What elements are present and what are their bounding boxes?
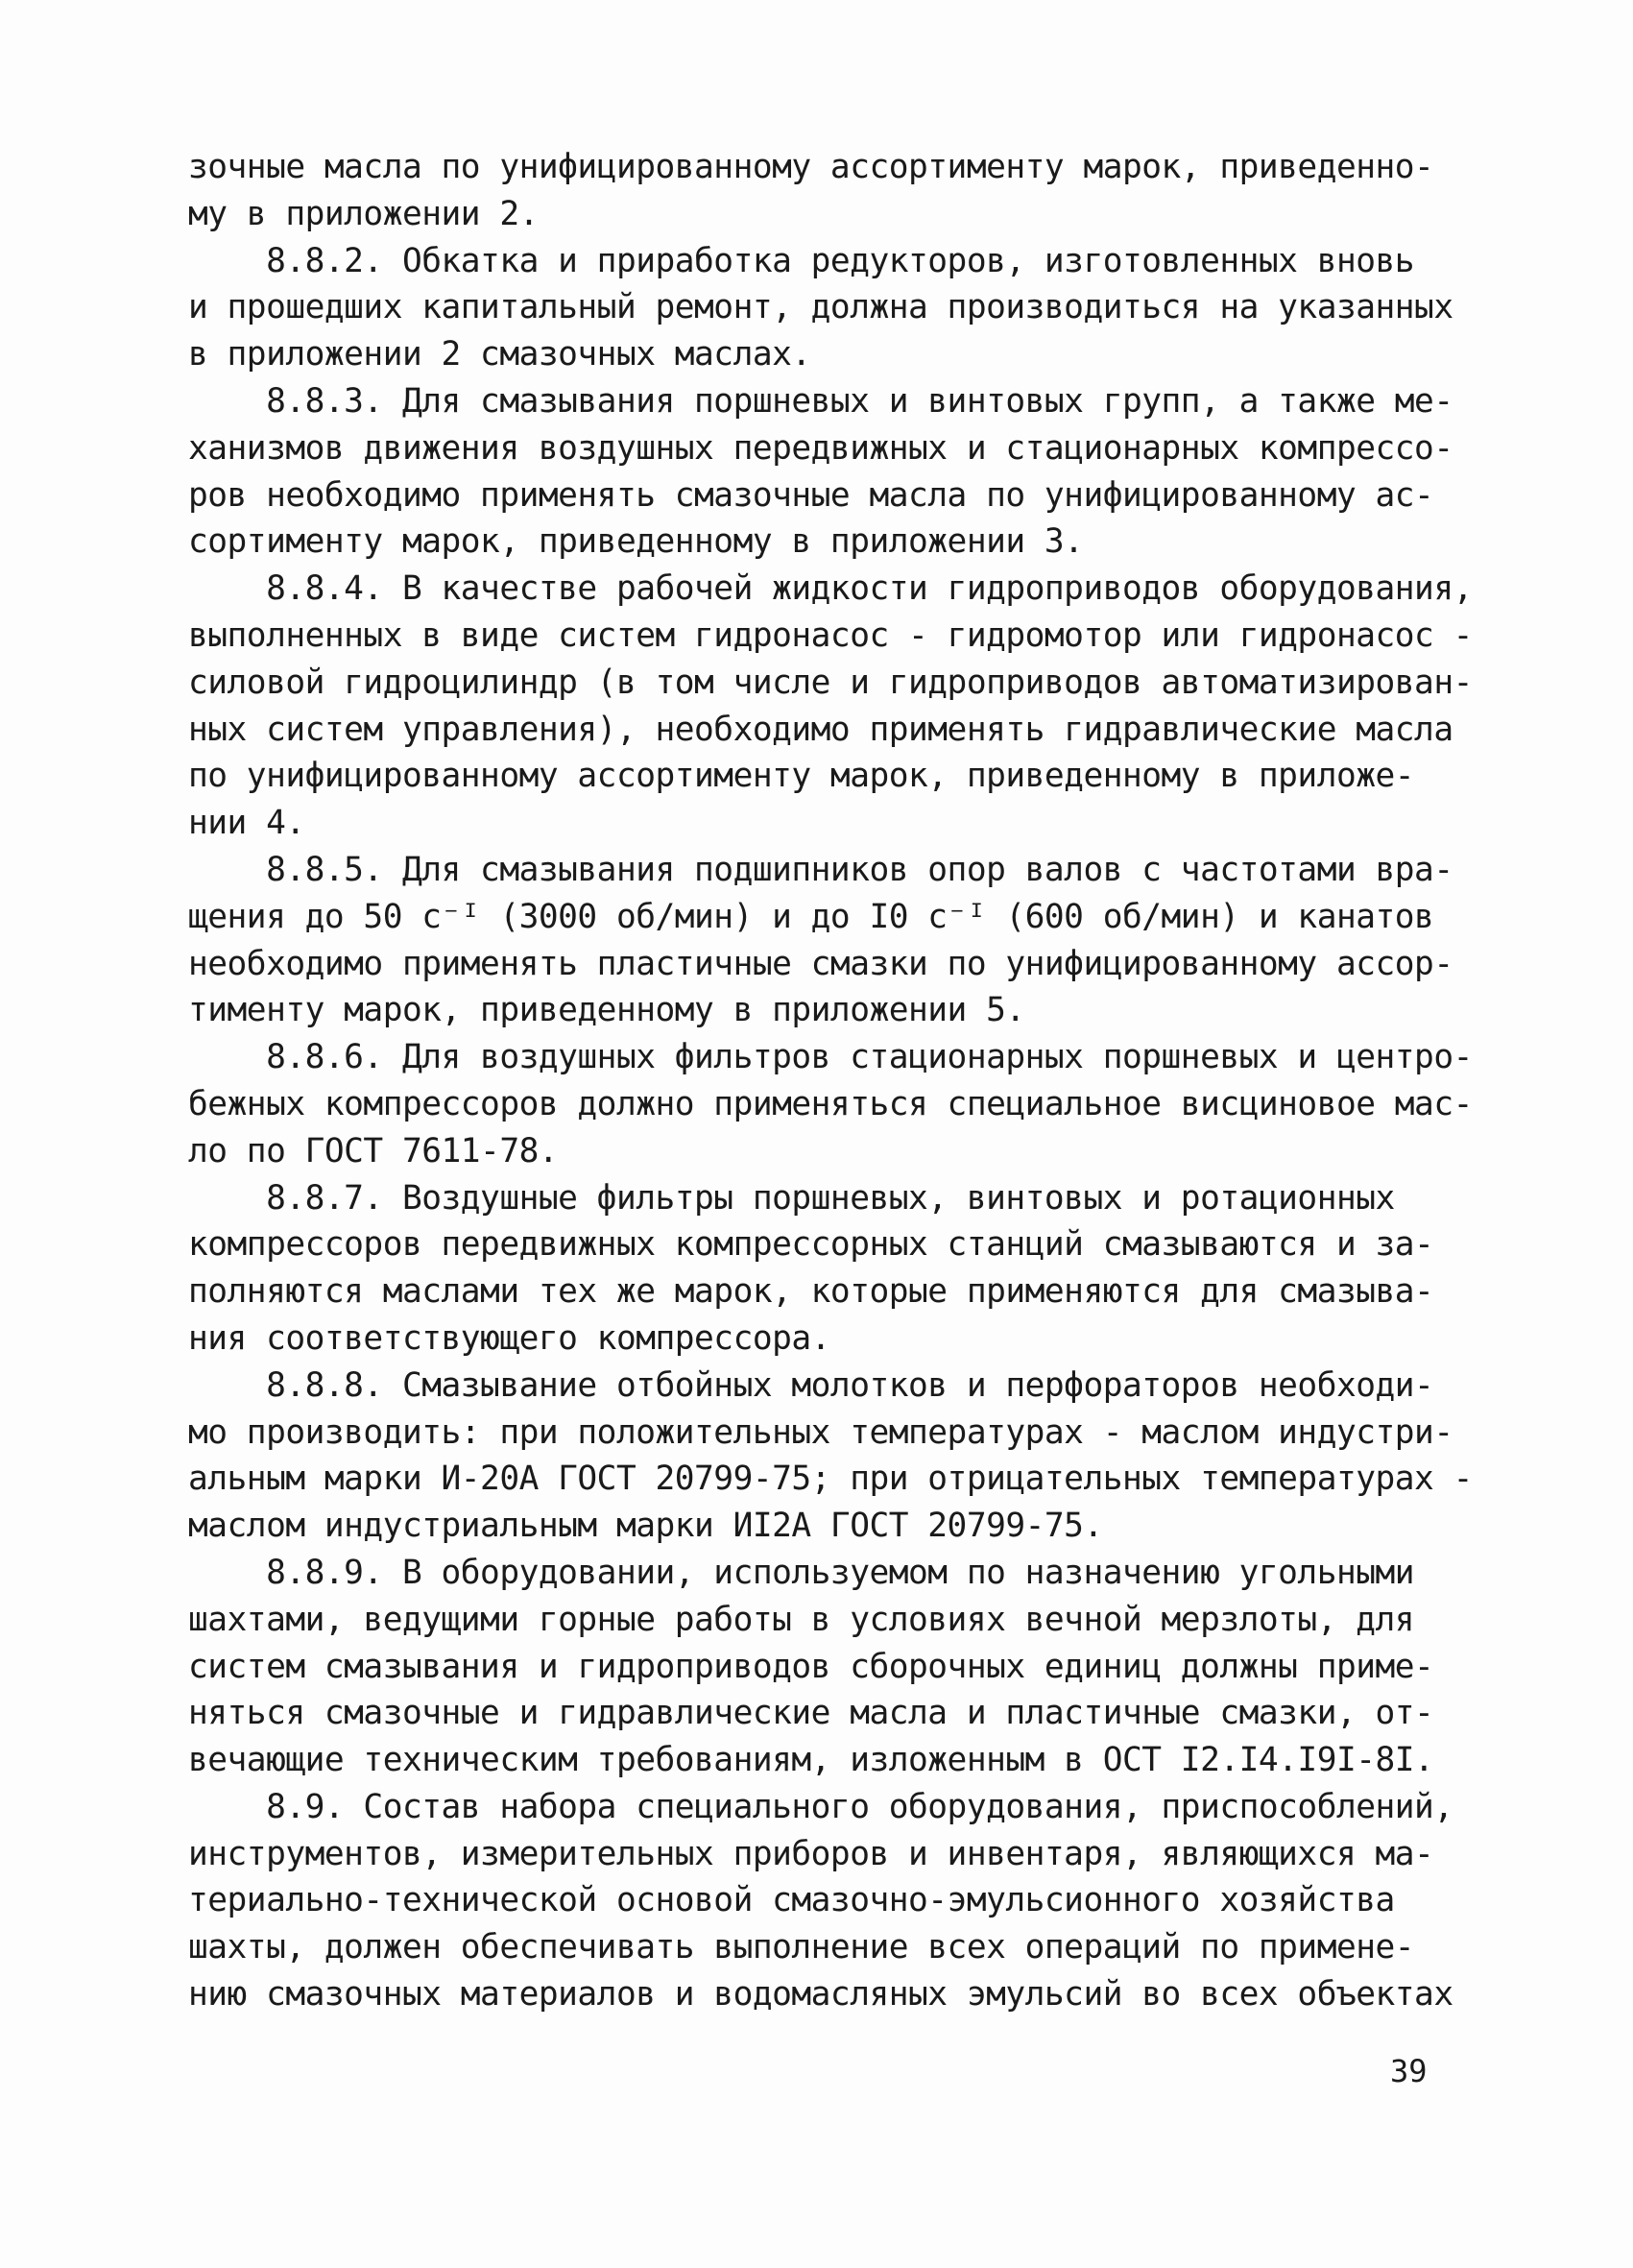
text-line: альным марки И-20А ГОСТ 20799-75; при отрицательных температурах - — [188, 1460, 1473, 1499]
text-line: 8.8.4. В качестве рабочей жидкости гидроприводов оборудования, — [188, 569, 1473, 609]
text-line: ров необходимо применять смазочные масла по унифицированному ас- — [188, 475, 1434, 515]
text-line: ханизмов движения воздушных передвижных и стационарных компрессо- — [188, 428, 1453, 468]
text-line: и прошедших капитальный ремонт, должна производиться на указанных — [188, 288, 1453, 327]
text-line: 8.8.2. Обкатка и приработка редукторов, изготовленных вновь — [188, 241, 1415, 280]
text-line: 8.8.3. Для смазывания поршневых и винтовых групп, а также ме- — [188, 381, 1453, 421]
text-line: инструментов, измерительных приборов и инвентаря, являющихся ма- — [188, 1834, 1434, 1873]
text-line: шахты, должен обеспечивать выполнение всех операций по примене- — [188, 1928, 1415, 1967]
text-line: ло по ГОСТ 7611-78. — [188, 1131, 559, 1170]
text-line: шахтами, ведущими горные работы в условиях вечной мерзлоты, для — [188, 1600, 1415, 1639]
text-line: по унифицированному ассортименту марок, приведенному в приложе- — [188, 757, 1415, 796]
text-line: щения до 50 с⁻ᴵ (3000 об/мин) и до I0 с⁻ᴵ (600 об/мин) и канатов — [188, 897, 1434, 936]
text-line: бежных компрессоров должно применяться специальное висциновое мас- — [188, 1084, 1473, 1123]
text-line: выполненных в виде систем гидронасос - гидромотор или гидронасос - — [188, 615, 1473, 655]
text-line: маслом индустриальным марки ИI2А ГОСТ 20799-75. — [188, 1507, 1103, 1546]
text-line: зочные масла по унифицированному ассортименту марок, приведенно- — [188, 148, 1434, 186]
text-line: тименту марок, приведенному в приложении 5. — [188, 991, 1025, 1030]
document-body — [188, 144, 1473, 2018]
text-line: в приложении 2 смазочных маслах. — [188, 335, 811, 374]
text-line: 8.8.7. Воздушные фильтры поршневых, винтовых и ротационных — [188, 1178, 1395, 1218]
text-line: полняются маслами тех же марок, которые применяются для смазыва- — [188, 1272, 1434, 1312]
text-line: компрессоров передвижных компрессорных станций смазываются и за- — [188, 1225, 1434, 1265]
text-line: териально-технической основой смазочно-эмульсионного хозяйства — [188, 1881, 1395, 1920]
text-line: 8.8.5. Для смазывания подшипников опор валов с частотами вра- — [188, 850, 1453, 889]
text-line: необходимо применять пластичные смазки по унифицированному ассор- — [188, 944, 1453, 983]
text-line: ных систем управления), необходимо применять гидравлические масла — [188, 710, 1453, 749]
text-line: нию смазочных материалов и водомасляных эмульсий во всех объектах — [188, 1975, 1453, 2015]
text-line: сортименту марок, приведенному в приложении 3. — [188, 522, 1084, 562]
text-line: силовой гидроцилиндр (в том числе и гидроприводов автоматизирован- — [188, 663, 1473, 702]
text-line: 8.8.6. Для воздушных фильтров стационарных поршневых и центро- — [188, 1038, 1473, 1077]
text-line: 8.9. Состав набора специального оборудования, приспособлений, — [188, 1787, 1453, 1826]
text-line: 8.8.9. В оборудовании, используемом по назначению угольными — [188, 1553, 1415, 1592]
text-line: ния соответствующего компрессора. — [188, 1318, 830, 1358]
page-number: 39 — [1390, 2053, 1428, 2089]
text-line: няться смазочные и гидравлические масла и пластичные смазки, от- — [188, 1694, 1434, 1733]
text-line: 8.8.8. Смазывание отбойных молотков и перфораторов необходи- — [188, 1365, 1434, 1405]
text-line: мо производить: при положительных температурах - маслом индустри- — [188, 1412, 1453, 1452]
text-line: му в приложении 2. — [188, 194, 539, 233]
text-line: систем смазывания и гидроприводов сборочных единиц должны приме- — [188, 1647, 1434, 1686]
text-line: вечающие техническим требованиям, изложенным в ОСТ I2.I4.I9I-8I. — [188, 1741, 1434, 1780]
text-line: нии 4. — [188, 804, 305, 843]
